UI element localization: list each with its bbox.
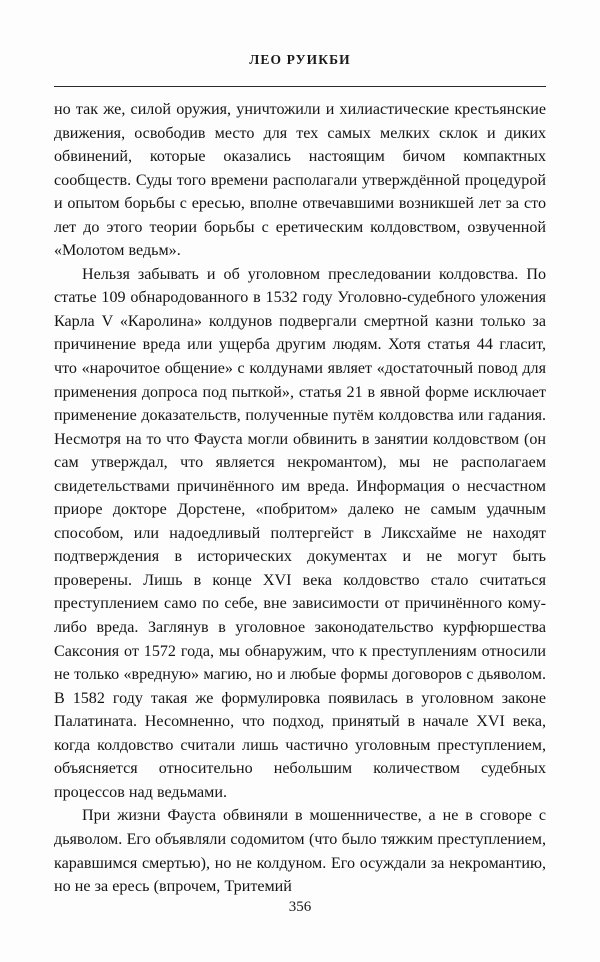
page-number: 356 bbox=[288, 899, 312, 915]
paragraph-1: но так же, силой оружия, уничтожили и хилиастические крестьянские движения, освободив место для тех самых мелких склок и диких обвинений, которые оказались настоящим бичом компактных сообществ. Суды того времени располагали утверждённой процедурой и опытом борьбы с ересью, вполне отвечавшими возникшей лет за сто лет до этого теории борьбы с еретическим колдовством, озвученной «Молотом ведьм». bbox=[54, 101, 546, 260]
paragraph-2: Нельзя забывать и об уголовном преследовании колдовства. По статье 109 обнародованного в 1532 году Уголовно-судебного уложения Карла V «Каролина» колдунов подвергали смертной казни только за причинение вреда или ущерба другим людям. Хотя статья 44 гласит, что «нарочитое общение» с колдунами являет «достаточный повод для применения допроса под пыткой», статья 21 в явной форме исключает применение доказательств, полученные путём колдовства или гадания. Несмотря на то что Фауста могли обвинить в занятии колдовством (он сам утверждал, что является некромантом), мы не располагаем свидетельствами причинённого им вреда. Информация о несчастном приоре докторе Дорстене, «побритом» далеко не самым удачным способом, или надоедливый полтергейст в Ликсхайме не находят подтверждения в исторических документах и не могут быть проверены. Лишь в конце XVI века колдовство стало считаться преступлением само по себе, вне зависимости от причинённого кому-либо вреда. Заглянув в уголовное законодательство курфюршества Саксония от 1572 года, мы обнаружим, что к преступлениям относили не только «вредную» магию, но и любые формы договоров с дьяволом. В 1582 году такая же формулировка появилась в уголовном законе Палатината. Несомненно, что подход, принятый в начале XVI века, когда колдовство считали лишь частично уголовным преступлением, объясняется относительно небольшим количеством судебных процессов над ведьмами. bbox=[54, 265, 546, 801]
running-head: ЛЕО РУИКБИ bbox=[249, 52, 351, 67]
paragraph-3: При жизни Фауста обвиняли в мошенничестве, а не в сговоре с дьяволом. Его объявляли содомитом (что было тяжким преступлением, каравшимся смертью), но не колдуном. Его осуждали за некромантию, но не за ересь (впрочем, Тритемий bbox=[54, 807, 546, 896]
body-text-column bbox=[54, 98, 546, 899]
header-rule bbox=[54, 86, 546, 87]
